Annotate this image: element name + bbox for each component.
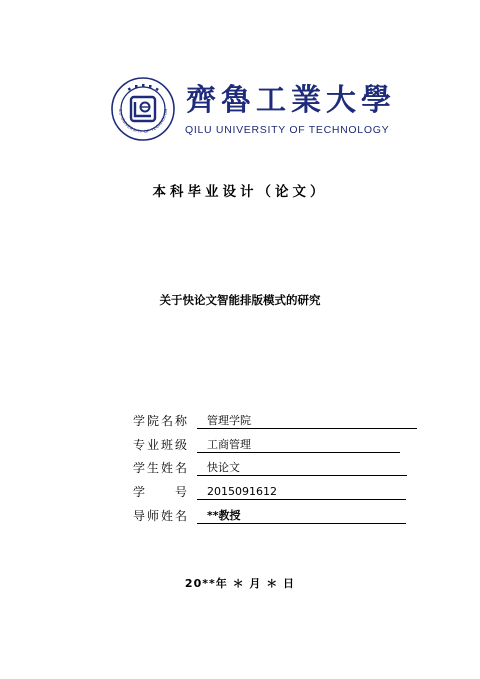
info-label: 学生姓名 [133, 461, 187, 475]
university-name-en: QILU UNIVERSITY OF TECHNOLOGY [185, 124, 390, 136]
date-line: 20**年 ＊ 月 ＊ 日 [184, 577, 296, 590]
underline [197, 523, 406, 524]
document-type-heading: 本科毕业设计（论文） [152, 184, 328, 200]
info-label: 学 号 [133, 485, 187, 499]
underline [197, 499, 406, 500]
info-value: **教授 [207, 509, 241, 522]
info-label: 学院名称 [133, 414, 187, 428]
info-label: 导师姓名 [133, 509, 187, 523]
info-value: 快论文 [207, 461, 240, 474]
underline [197, 428, 417, 429]
thesis-title: 关于快论文智能排版模式的研究 [159, 293, 321, 307]
info-label: 专业班级 [133, 438, 187, 452]
info-value: 2015091612 [207, 485, 277, 498]
svg-text:QILU UNIVERSITY OF TECHNOLOGY: ILU UNIVERSITY OF TECHNOLOG [117, 108, 169, 135]
underline [197, 475, 407, 476]
info-value: 工商管理 [207, 438, 251, 451]
university-name-cn: 齊魯工業大學 [186, 83, 396, 118]
info-value: 管理学院 [207, 414, 251, 427]
underline [197, 452, 400, 453]
university-seal-logo [111, 77, 175, 141]
